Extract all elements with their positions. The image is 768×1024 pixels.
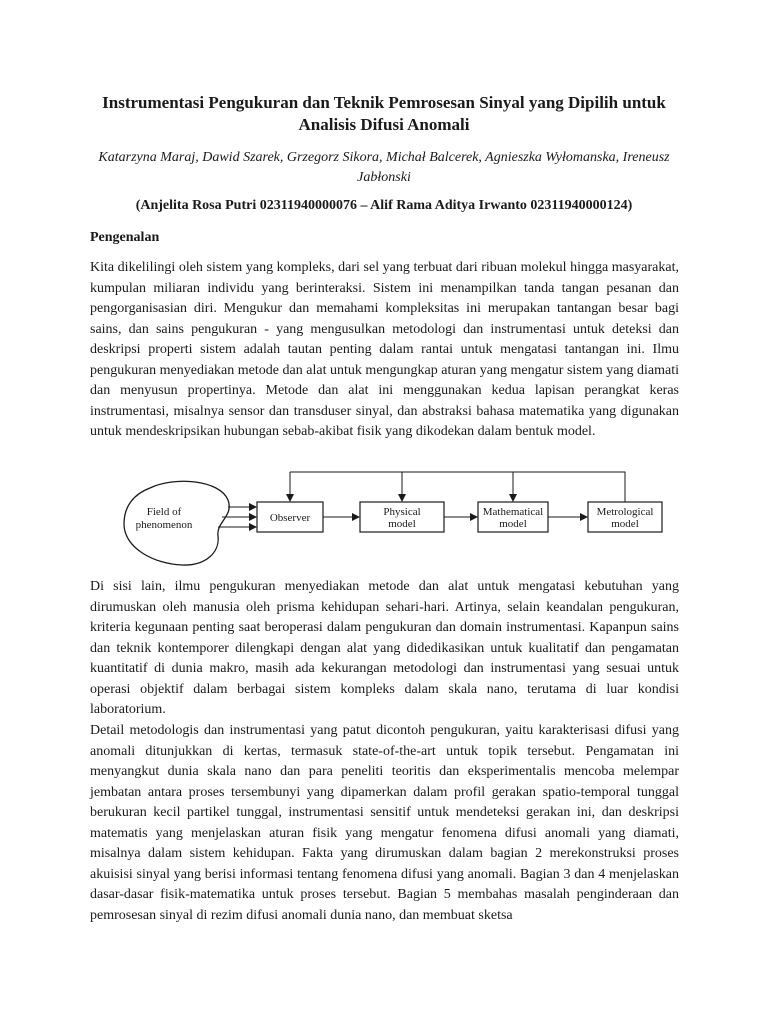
- paragraph-3: Detail metodologis dan instrumentasi yang patut dicontoh pengukuran, yaitu karakterisasi difusi yang anomali ditunjukkan di kertas, termasuk state-of-the-art untuk topik tersebut. Pengamatan ini menyangkut dunia skala nano dan para peneliti teoritis dan eksperimentalis mencoba melempar jembatan antara proses tersembunyi yang dipamerkan dalam profil gerakan spatio-temporal tunggal berukuran kecil partikel tunggal, instrumentasi sensitif untuk mendeteksi gerakan ini, dan deskripsi matematis yang menjelaskan aturan fisik yang mengatur fenomena difusi anomali yang diamati, misalnya dalam sistem kehidupan. Fakta yang dirumuskan dalam bagian 2 merekonstruksi proses akuisisi sinyal yang berisi informasi tentang fenomena difusi yang anomali. Bagian 3 dan 4 menjelaskan dasar-dasar fisik-matematika untuk proses tersebut. Bagian 5 membahas masalah penginderaan dan pemrosesan sinyal di rezim difusi anomali dunia nano, dan membuat sketsa: [90, 723, 679, 923]
- metrological-label-line2: model: [611, 518, 639, 530]
- author-list: Katarzyna Maraj, Dawid Szarek, Grzegorz Sikora, Michał Balcerek, Agnieszka Wyłomanska, Ireneusz Jabłonski: [98, 150, 670, 185]
- metrological-label-line1: Metrological: [596, 506, 654, 518]
- paper-title: Instrumentasi Pengukuran dan Teknik Pemrosesan Sinyal yang Dipilih untuk Analisis Difusi Anomali: [102, 93, 666, 134]
- field-label-line2: phenomenon: [135, 519, 193, 531]
- paragraph-1: Kita dikelilingi oleh sistem yang kompleks, dari sel yang terbuat dari ribuan molekul hingga masyarakat, kumpulan miliaran individu yang berinteraksi. Sistem ini menampilkan tanda tangan pesanan dan pengorganisasian diri. Mengukur dan memahami kompleksitas ini merupakan tantangan besar bagi sains, dan sains pengukuran - yang mengusulkan metodologi dan instrumentasi untuk deteksi dan deskripsi properti sistem adalah tautan penting dalam rantai untuk mengatasi tantangan ini. Ilmu pengukuran menyediakan metode dan alat untuk mengungkap aturan yang mengatur sistem yang diamati dan menyusun propertinya. Metode dan alat ini menggunakan kedua lapisan perangkat keras instrumentasi, misalnya sensor dan transduser sinyal, dan abstraksi bahasa matematika yang digunakan untuk mendeskripsikan hubungan sebab-akibat fisik yang dikodekan dalam bentuk model.: [90, 260, 679, 439]
- physical-label-line1: Physical: [383, 506, 421, 518]
- observer-label: Observer: [269, 512, 311, 524]
- physical-label-line2: model: [388, 518, 416, 530]
- field-label-line1: Field of: [146, 506, 182, 518]
- paragraph-2: Di sisi lain, ilmu pengukuran menyediakan metode dan alat untuk mengatasi kebutuhan yang dirumuskan oleh manusia oleh prisma kehidupan sehari-hari. Artinya, selain keandalan pengukuran, kriteria kegunaan penting saat beroperasi dalam pengukuran dan domain instrumentasi. Kapanpun sains dan teknik kontemporer dilengkapi dengan alat yang didedikasikan untuk kualitatif dan pengamatan kuantitatif di dunia makro, masih ada kekurangan metodologi dan instrumentasi yang sesuai untuk operasi objektif dalam berbagai sistem kompleks dalam skala nano, terutama di luar kondisi laboratorium.: [90, 579, 679, 717]
- translator-credit: (Anjelita Rosa Putri 02311940000076 – Alif Rama Aditya Irwanto 02311940000124): [135, 198, 633, 213]
- mathematical-label-line1: Mathematical: [482, 506, 544, 518]
- feedback-line: [290, 472, 625, 502]
- mathematical-label-line2: model: [499, 518, 527, 530]
- section-heading: Pengenalan: [90, 230, 160, 245]
- measurement-flow-diagram: [120, 466, 680, 576]
